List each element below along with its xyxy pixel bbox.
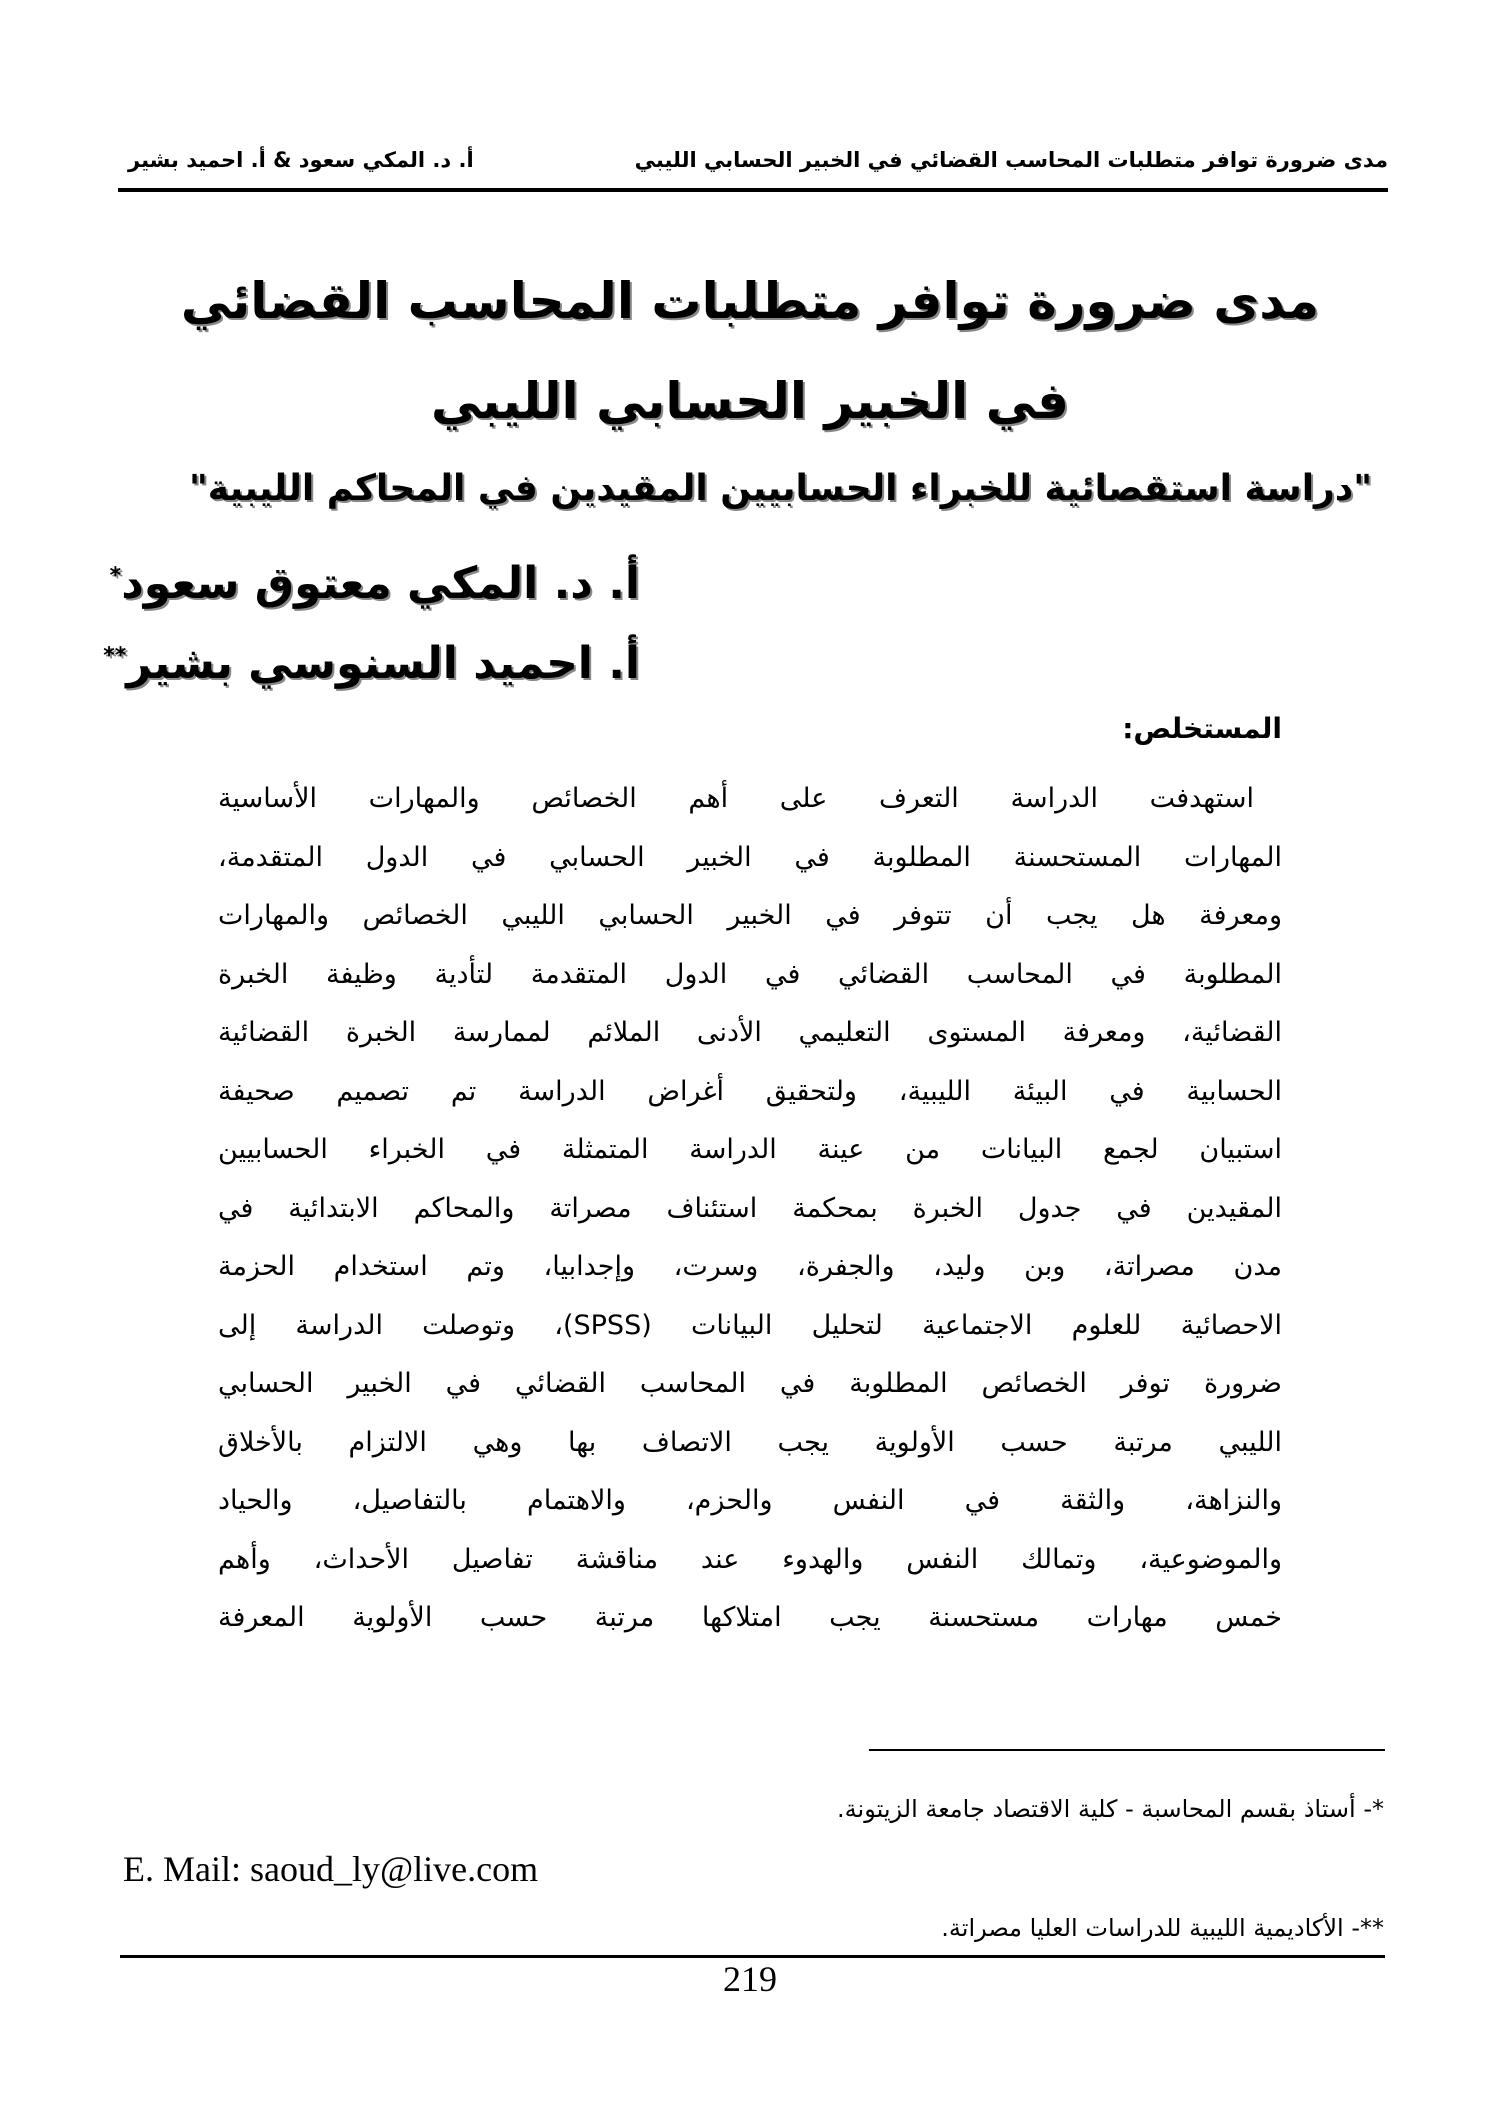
abstract-line: المقيدين في جدول الخبرة بمحكمة استئناف مصراتة والمحاكم الابتدائية في [218, 1192, 1282, 1224]
abstract-line: الحسابية في البيئة الليبية، ولتحقيق أغراض الدراسة تم تصميم صحيفة [218, 1075, 1282, 1107]
abstract-line: والموضوعية، وتمالك النفس والهدوء عند مناقشة تفاصيل الأحداث، وأهم [218, 1543, 1282, 1575]
running-header-authors: أ. د. المكي سعود & أ. احميد بشير [128, 148, 474, 172]
author-1 [110, 558, 640, 609]
abstract-line: المطلوبة في المحاسب القضائي في الدول المتقدمة لتأدية وظيفة الخبرة [218, 958, 1282, 990]
abstract-line: ضرورة توفر الخصائص المطلوبة في المحاسب القضائي في الخبير الحسابي [218, 1368, 1282, 1399]
footnote-email: E. Mail: saoud_ly@live.com [123, 1849, 539, 1889]
subtitle: "دراسة استقصائية للخبراء الحسابيين المقيدين في المحاكم الليبية" [188, 468, 1372, 509]
abstract-line: الليبي مرتبة حسب الأولوية يجب الاتصاف بها وهي الالتزام بالأخلاق [218, 1426, 1282, 1458]
author-2-mark: ** [103, 643, 127, 669]
title-line-1: مدى ضرورة توافر متطلبات المحاسب القضائي [180, 272, 1320, 330]
author-1-name: أ. د. المكي معتوق سعود [121, 558, 640, 609]
page-number: 219 [723, 1959, 777, 1999]
header-rule [118, 188, 1388, 192]
author-2 [103, 638, 640, 689]
abstract-line: والنزاهة، والثقة في النفس والحزم، والاهتمام بالتفاصيل، والحياد [218, 1485, 1282, 1516]
author-2-name: أ. احميد السنوسي بشير [126, 638, 640, 689]
abstract-line: القضائية، ومعرفة المستوى التعليمي الأدنى الملائم لممارسة الخبرة القضائية [218, 1017, 1282, 1048]
footnote-rule [869, 1749, 1385, 1751]
footnote-2: **- الأكاديمية الليبية للدراسات العليا مصراتة. [941, 1914, 1384, 1942]
abstract-heading: المستخلص: [1122, 712, 1282, 745]
running-header-title: مدى ضرورة توافر متطلبات المحاسب القضائي في الخبير الحسابي الليبي [634, 148, 1388, 172]
abstract-body [218, 770, 1282, 1648]
abstract-line: الاحصائية للعلوم الاجتماعية لتحليل البيانات (SPSS)، وتوصلت الدراسة إلى [218, 1309, 1282, 1341]
abstract-line: استبيان لجمع البيانات من عينة الدراسة المتمثلة في الخبراء الحسابيين [218, 1134, 1282, 1165]
abstract-line: مدن مصراتة، وبن وليد، والجفرة، وسرت، وإجدابيا، وتم استخدام الحزمة [218, 1251, 1282, 1282]
abstract-line: خمس مهارات مستحسنة يجب امتلاكها مرتبة حسب الأولوية المعرفة [218, 1602, 1282, 1633]
title-line-2: في الخبير الحسابي الليبي [430, 372, 1070, 430]
abstract-line: ومعرفة هل يجب أن تتوفر في الخبير الحسابي الليبي الخصائص والمهارات [218, 900, 1282, 931]
footnote-1: *- أستاذ بقسم المحاسبة - كلية الاقتصاد جامعة الزيتونة. [837, 1795, 1384, 1823]
abstract-line: المهارات المستحسنة المطلوبة في الخبير الحسابي في الدول المتقدمة، [218, 841, 1282, 873]
author-1-mark: * [109, 563, 122, 589]
abstract-line: استهدفت الدراسة التعرف على أهم الخصائص والمهارات الأساسية [218, 783, 1254, 814]
